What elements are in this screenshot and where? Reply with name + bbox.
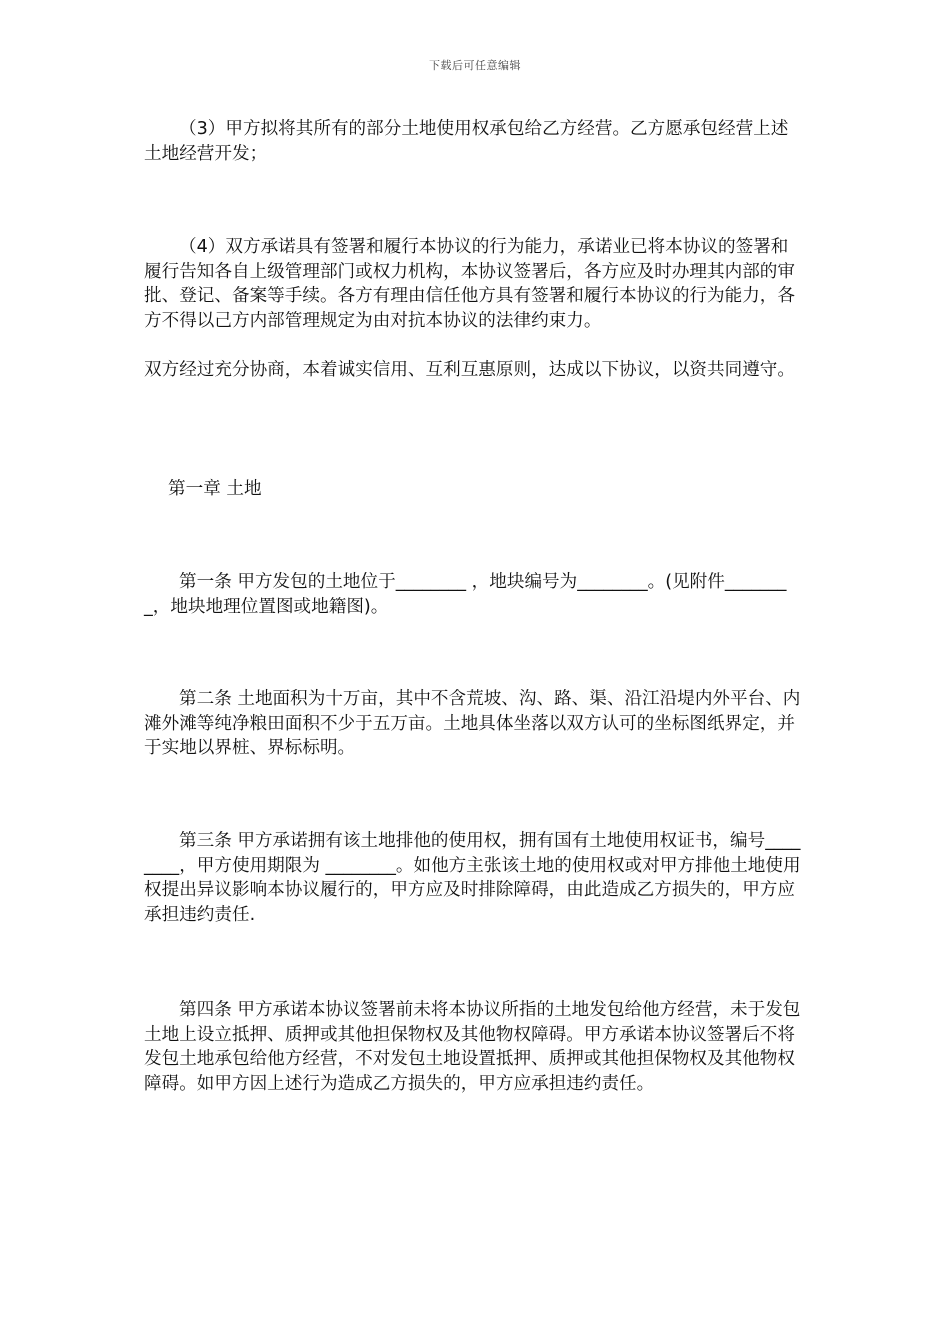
article-1: 第一条 甲方发包的土地位于________ ，地块编号为________。(见附件________，地块地理位置图或地籍图)。 <box>144 572 787 617</box>
paragraph-clause-4: （4）双方承诺具有签署和履行本协议的行为能力，承诺业已将本协议的签署和履行告知各自上级管理部门或权力机构，本协议签署后，各方应及时办理其内部的审批、登记、备案等手续。各方有理由信任他方具有签署和履行本协议的行为能力，各方不得以己方内部管理规定为由对抗本协议的法律约束力。 <box>144 237 795 331</box>
article-3: 第三条 甲方承诺拥有该土地排他的使用权，拥有国有土地使用权证书，编号________，甲方使用期限为 ________。如他方主张该土地的使用权或对甲方排他土地使用权提出异议影响本协议履行的，甲方应及时排除障碍，由此造成乙方损失的，甲方应承担违约责任. <box>144 831 801 925</box>
chapter-heading: 第一章 土地 <box>168 479 262 499</box>
paragraph-clause-3: （3）甲方拟将其所有的部分土地使用权承包给乙方经营。乙方愿承包经营上述土地经营开发； <box>144 119 789 164</box>
paragraph-agreement: 双方经过充分协商，本着诚实信用、互利互惠原则，达成以下协议，以资共同遵守。 <box>144 360 795 380</box>
article-2: 第二条 土地面积为十万亩，其中不含荒坡、沟、路、渠、沿江沿堤内外平台、内滩外滩等纯净粮田面积不少于五万亩。土地具体坐落以双方认可的坐标图纸界定，并于实地以界桩、界标标明。 <box>144 689 801 758</box>
page-header-note: 下载后可任意编辑 <box>429 59 521 72</box>
article-4: 第四条 甲方承诺本协议签署前未将本协议所指的土地发包给他方经营，未于发包土地上设立抵押、质押或其他担保物权及其他物权障碍。甲方承诺本协议签署后不将发包土地承包给他方经营，不对发包土地设置抵押、质押或其他担保物权及其他物权障碍。如甲方因上述行为造成乙方损失的，甲方应承担违约责任。 <box>144 1000 801 1094</box>
